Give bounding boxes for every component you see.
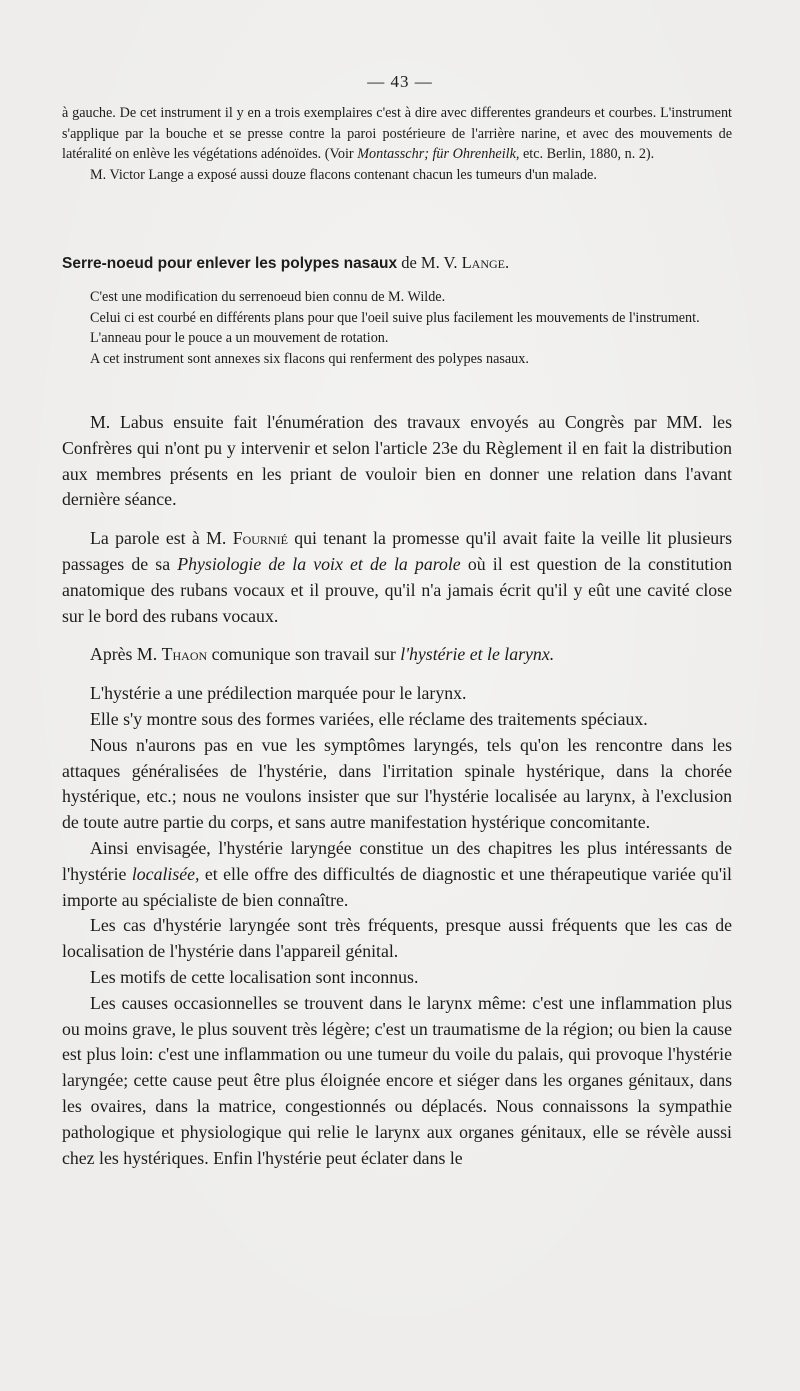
main-text-block (62, 410, 732, 1171)
heading-title: Serre-noeud pour enlever les polypes nasaux (62, 255, 398, 272)
italic-citation: Montasschr; für Ohrenheilk, (357, 146, 520, 162)
paragraph (62, 103, 732, 165)
text-run: et elle offre des difficultés de diagnostic et une thérapeutique variée qu'il importe au spécialiste de bien connaître. (62, 863, 732, 910)
paragraph: Nous n'aurons pas en vue les symptômes laryngés, tels qu'on les rencontre dans les attaques généralisées de l'hystérie, dans l'irritation spinale hystérique, dans la chorée hystérique, etc.; nous ne voulons insister que sur l'hystérie localisée au larynx, à l'exclusion de toute autre partie du corps, et sans autre manifestation hystérique concomitante. (62, 734, 732, 833)
italic-title: l'hystérie et le larynx. (400, 644, 555, 665)
paragraph: Elle s'y montre sous des formes variées, elle réclame des traitements spéciaux. (90, 708, 648, 729)
paragraph: A cet instrument sont annexes six flacons qui renferment des polypes nasaux. (90, 350, 529, 367)
page-number: — 43 — (367, 72, 433, 91)
author-name: Fournié (232, 528, 288, 549)
text-run: qui tenant la promesse qu'il avait faite la veille lit plusieurs passages de sa (62, 528, 732, 574)
paragraph (62, 836, 732, 913)
author-name: Thaon (161, 644, 208, 665)
heading-suffix: de M. V. (397, 253, 462, 272)
paragraph: C'est une modification du serrenoeud bien connu de M. Wilde. (90, 289, 446, 305)
paragraph: Les cas d'hystérie laryngée sont très fréquents, presque aussi fréquents que les cas de localisation de l'hystérie dans l'appareil génital. (62, 915, 732, 962)
text-run: La parole est à M. (90, 528, 233, 549)
paragraph: L'anneau pour le pouce a un mouvement de rotation. (90, 330, 389, 346)
text-run: à gauche. De cet instrument il y en a trois exemplaires c'est à dire avec differentes grandeurs et courbes. L'instrument s'applique par la bouche et se presse contre la paroi postérieure de l'arrière narine, et avec des mouvements de latéralité on enlève les végétations adénoïdes. (Voir (62, 105, 732, 162)
italic-title: Physiologie de la voix et de la parole (177, 553, 461, 574)
heading-name: Lange. (461, 253, 510, 272)
paragraph: M. Victor Lange a exposé aussi douze flacons contenant chacun les tumeurs d'un malade. (90, 166, 597, 183)
top-text-block (62, 103, 732, 185)
text-run: où il est question de la constitution anatomique des rubans vocaux et il prouve, qu'il n'a jamais écrit qu'il y eût une cavité close sur le bord des rubans vocaux. (62, 553, 732, 626)
paragraph: M. Labus ensuite fait l'énumération des travaux envoyés au Congrès par MM. les Confrères qui n'ont pu y intervenir et selon l'article 23e du Règlement il en fait la distribution aux membres présents en les priant de vouloir bien en donner une relation dans l'avant dernière séance. (62, 412, 732, 510)
paragraph (62, 642, 732, 668)
paragraph: L'hystérie a une prédilection marquée pour le larynx. (90, 683, 467, 704)
paragraph: Les motifs de cette localisation sont inconnus. (90, 966, 419, 987)
paragraph: Celui ci est courbé en différents plans pour que l'oeil suive plus facilement les mouvements de l'instrument. (90, 309, 700, 326)
paragraph: Les causes occasionnelles se trouvent dans le larynx même: c'est une inflammation plus ou moins grave, le plus souvent très légère; c'est un traumatisme de la région; ou bien la cause est plus loin: c'est une inflammation ou une tumeur du voile du palais, qui provoque l'hystérie laryngée; cette cause peut être plus éloignée encore et siéger dans les organes génitaux, dans les ovaires, dans la matrice, congestionnés ou déplacés. Nous connaissons la sympathie pathologique et physiologique qui relie le larynx aux organes génitaux, elle se révèle aussi chez les hystériques. Enfin l'hystérie peut éclater dans le (62, 992, 732, 1168)
text-run: comunique son travail sur (207, 644, 401, 665)
mid-text-block (62, 287, 732, 369)
italic-word: localisée, (131, 863, 200, 884)
text-run: Après M. (90, 644, 162, 665)
text-run: etc. Berlin, 1880, n. 2). (519, 146, 655, 162)
paragraph (62, 526, 732, 629)
section-heading (62, 252, 742, 275)
text-run: Ainsi envisagée, l'hystérie laryngée constitue un des chapitres les plus intéressants de l'hystérie (62, 837, 732, 884)
